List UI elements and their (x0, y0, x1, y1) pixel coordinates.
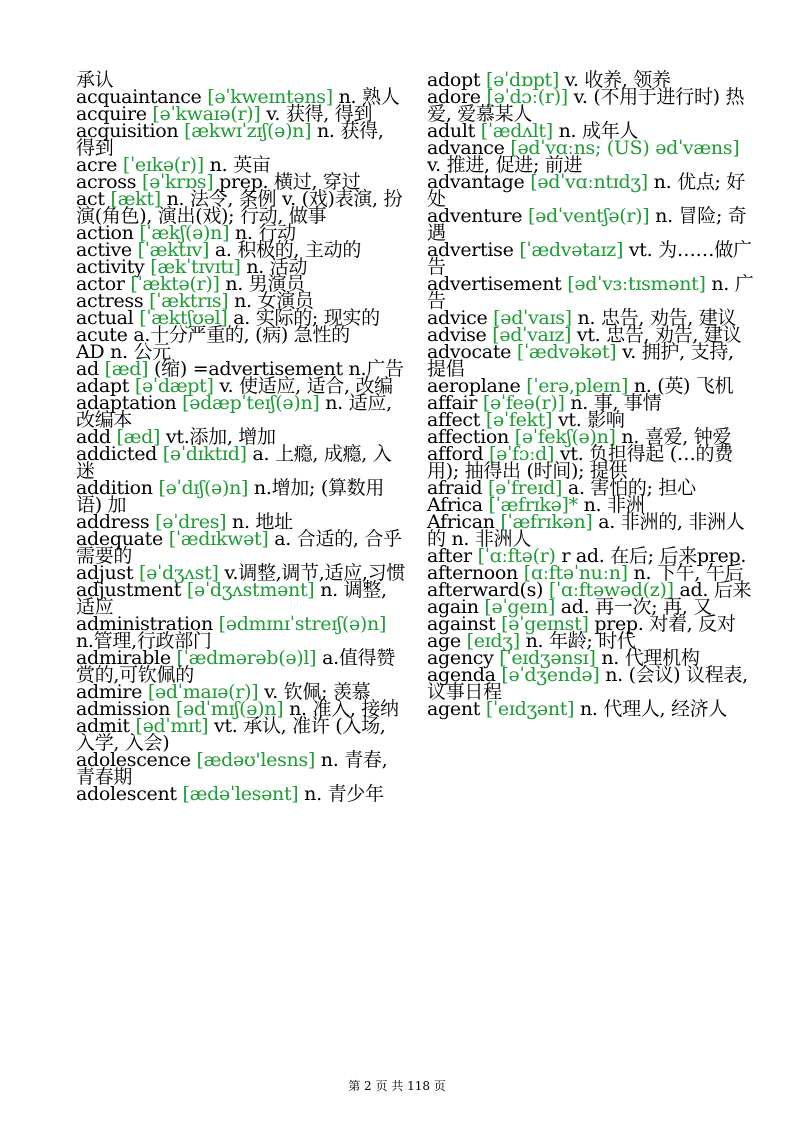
entry-word: advertisement (427, 273, 562, 295)
entry-definition: a. 实际的; 现实的 (233, 307, 380, 329)
dictionary-entry (427, 205, 757, 244)
entry-word: acre (76, 154, 118, 176)
entry-word: admit (76, 715, 130, 737)
dictionary-entry (76, 647, 406, 686)
dictionary-entry (427, 137, 757, 176)
entry-phonetic: [əˈkwaɪə(r)] (152, 103, 261, 125)
entry-definition: v. (不用于进行时) 热爱, 爱慕某人 (427, 86, 745, 125)
entry-word: acute (76, 324, 128, 346)
entry-definition: prep. 对着, 反对 (594, 613, 736, 635)
entry-word: adaptation (76, 392, 177, 414)
entry-phonetic: [əˈgeɪn] (484, 596, 556, 618)
entry-phonetic: [əˈfɔːd] (489, 443, 555, 465)
entry-definition: n. 准入, 接纳 (289, 698, 399, 720)
entry-word: African (427, 511, 495, 533)
entry-phonetic: [eɪdʒ] (466, 630, 520, 652)
entry-definition: n. 男演员 (225, 273, 305, 295)
entry-word: after (427, 545, 472, 567)
entry-phonetic: [əˈdʒʌstmənt] (186, 579, 315, 601)
entry-phonetic: [ədmɪnɪˈstreɪʃ(ə)n] (218, 613, 387, 635)
entry-phonetic: [ədˈmɪt] (135, 715, 209, 737)
entry-definition: n. 优点; 好处 (427, 171, 746, 210)
entry-word: adjust (76, 562, 134, 584)
entry-word: advice (427, 307, 488, 329)
entry-word: afternoon (427, 562, 518, 584)
entry-phonetic: [ədˈvɑːntɪdʒ] (530, 171, 648, 193)
entry-definition: n. 喜爱, 钟爱 (621, 426, 732, 448)
entry-definition: n. 公元 (110, 341, 171, 363)
entry-definition: n. (会议) 议程表, 议事日程 (427, 664, 748, 703)
entry-phonetic: [ˈɑːftə(r) (477, 545, 556, 567)
entry-phonetic: [ˈæfrɪkə]* (488, 494, 578, 516)
dictionary-entry (427, 698, 757, 720)
entry-definition: n. 获得, 得到 (76, 120, 384, 159)
entry-definition: vt. 为……做广告 (427, 239, 752, 278)
entry-definition: n.增加; (算数用语) 加 (76, 477, 385, 516)
entry-definition: n. 适应, 改编本 (76, 392, 392, 431)
entry-word: again (427, 596, 479, 618)
entry-phonetic: [əˈfeə(r)] (482, 392, 565, 414)
entry-definition: n. 地址 (232, 511, 293, 533)
entry-definition: a. 合适的, 合乎需要的 (76, 528, 402, 567)
entry-definition: vt. 影响 (557, 409, 625, 431)
entry-phonetic: [ˈɑːftəwəd(z)] (548, 579, 674, 601)
entry-word: adopt (427, 69, 481, 91)
entry-word: addicted (76, 443, 158, 465)
entry-definition: n. 下午, 午后 (633, 562, 744, 584)
entry-word: adore (427, 86, 481, 108)
dictionary-entry (427, 443, 757, 482)
entry-definition: n. 代理机构 (601, 647, 700, 669)
entry-word: admirable (76, 647, 171, 669)
dictionary-entry (427, 239, 757, 278)
entry-definition: n.管理,行政部门 (76, 630, 212, 652)
entry-word: affect (427, 409, 481, 431)
entry-phonetic: [əˈfekt] (485, 409, 553, 431)
entry-word: acquaintance (76, 86, 202, 108)
entry-phonetic: [æd] (116, 426, 161, 448)
entry-definition: n. (英) 飞机 (633, 375, 734, 397)
dictionary-entry (76, 392, 406, 431)
entry-word: affection (427, 426, 509, 448)
entry-definition: n. 青春, 青春期 (76, 749, 388, 788)
entry-definition: n. 成年人 (558, 120, 639, 142)
entry-phonetic: [əˈdɪʃ(ə)n] (158, 477, 249, 499)
page-footer: 第 2 页 共 118 页 (348, 1079, 446, 1093)
entry-phonetic: [əˈdʒendə] (501, 664, 600, 686)
entry-word: adolescence (76, 749, 191, 771)
entry-word: agenda (427, 664, 496, 686)
entry-phonetic: [ækwɪˈzɪʃ(ə)n] (184, 120, 312, 142)
entry-word: agency (427, 647, 494, 669)
entry-definition: (缩) =advertisement n.广告 (154, 358, 404, 380)
dictionary-entry (76, 783, 406, 805)
entry-phonetic: [ˈæktə(r)] (130, 273, 220, 295)
entry-word: across (76, 171, 137, 193)
entry-word: act (76, 188, 105, 210)
entry-definition: v. 拥护, 支持, 提倡 (427, 341, 734, 380)
entry-phonetic: [ˈerə,pleɪn] (526, 375, 629, 397)
entry-definition: n. 青少年 (304, 783, 384, 805)
entry-definition: vt. 忠告, 劝告, 建议 (576, 324, 742, 346)
entry-phonetic: [ˈædɪkwət] (168, 528, 269, 550)
entry-phonetic: [ˈædvətaɪz] (519, 239, 624, 261)
entry-phonetic: [əˈdɪktɪd] (162, 443, 247, 465)
entry-definition: n. 活动 (246, 256, 308, 278)
entry-word: adolescent (76, 783, 177, 805)
entry-phonetic: [ədˈvaɪs] (493, 307, 572, 329)
entry-phonetic: [ədˈvɑːns; (US) ədˈvæns] (510, 137, 740, 159)
entry-word: afterward(s) (427, 579, 544, 601)
entry-definition: n. 非洲 (583, 494, 645, 516)
entry-word: advise (427, 324, 487, 346)
entry-word: agent (427, 698, 481, 720)
entry-phonetic: [ˈæktrɪs] (149, 290, 229, 312)
entry-word: acquisition (76, 120, 179, 142)
dictionary-entry (427, 86, 757, 125)
entry-phonetic: [ˈeɪkə(r)] (122, 154, 204, 176)
entry-phonetic: [ækt] (110, 188, 161, 210)
entry-word: addition (76, 477, 153, 499)
entry-phonetic: [ɑːftəˈnuːn] (523, 562, 628, 584)
entry-phonetic: [əˈdres] (155, 511, 227, 533)
entry-phonetic: [əˈkrɒs] (141, 171, 214, 193)
entry-phonetic: [ˈækʃ(ə)n] (139, 222, 230, 244)
entry-word: advertise (427, 239, 514, 261)
entry-definition: a. 上瘾, 成瘾, 入迷 (76, 443, 392, 482)
entry-phonetic: [ædəʊ'lesns] (196, 749, 316, 771)
entry-phonetic: [əˈfekʃ(ə)n] (514, 426, 616, 448)
entry-word: against (427, 613, 496, 635)
entry-definition: vt. 承认, 准许 (入场, 入学, 入会) (76, 715, 386, 754)
entry-definition: n. 法令, 条例 v. (戏)表演, 扮演(角色), 演出(戏); 行动, 做事 (76, 188, 403, 227)
dictionary-entry (76, 120, 406, 159)
entry-definition: ad. 后来 (679, 579, 752, 601)
dictionary-entry (76, 749, 406, 788)
entry-phonetic: [ədˈvɜːtɪsmənt] (567, 273, 706, 295)
entry-phonetic: [ˈædvəkət] (516, 341, 617, 363)
entry-phonetic: [əˈfreɪd] (487, 477, 563, 499)
entry-word: active (76, 239, 132, 261)
entry-word: afford (427, 443, 484, 465)
entry-word: activity (76, 256, 145, 278)
entry-word: advance (427, 137, 505, 159)
dictionary-entry (76, 579, 406, 618)
entry-definition: n. 代理人, 经济人 (579, 698, 728, 720)
entry-word: adventure (427, 205, 523, 227)
entry-word: adjustment (76, 579, 182, 601)
entry-word: affair (427, 392, 478, 414)
entry-definition: n. 调整, 适应 (76, 579, 387, 618)
dictionary-entry (427, 664, 757, 703)
entry-definition: a.值得赞赏的,可钦佩的 (76, 647, 395, 686)
entry-definition: n. 广告 (427, 273, 754, 312)
entry-word: advantage (427, 171, 525, 193)
entry-definition: n. 忠告, 劝告, 建议 (577, 307, 737, 329)
entry-word: actor (76, 273, 125, 295)
entry-phonetic: [ˈæktʃʊəl] (139, 307, 228, 329)
entry-definition: v. 钦佩; 羡慕 (264, 681, 371, 703)
entry-phonetic: [əˈdɔː(r)] (486, 86, 568, 108)
entry-word: aeroplane (427, 375, 521, 397)
entry-word: Africa (427, 494, 483, 516)
dictionary-entry (76, 443, 406, 482)
entry-definition: n. 女演员 (234, 290, 314, 312)
entry-definition: n. 熟人 (338, 86, 400, 108)
dictionary-entry (76, 715, 406, 754)
dictionary-entry (427, 171, 757, 210)
entry-definition: v. 收养, 领养 (564, 69, 671, 91)
entry-phonetic: [æd] (104, 358, 149, 380)
entry-word: ad (76, 358, 99, 380)
right-column (427, 69, 757, 720)
entry-phonetic: [ˈædʌlt] (480, 120, 553, 142)
entry-word: actress (76, 290, 144, 312)
entry-definition: v. 使适应, 适合, 改编 (219, 375, 393, 397)
entry-word: admire (76, 681, 143, 703)
entry-word: administration (76, 613, 213, 635)
entry-word: age (427, 630, 461, 652)
entry-definition: prep. 横过, 穿过 (219, 171, 361, 193)
entry-word: address (76, 511, 150, 533)
entry-phonetic: [ˈeɪdʒənt] (485, 698, 575, 720)
entry-word: afraid (427, 477, 483, 499)
entry-word: 承认 (76, 69, 114, 91)
entry-phonetic: [ækˈtɪvɪtɪ] (150, 256, 241, 278)
entry-phonetic: [ˈæfrɪkən] (500, 511, 593, 533)
entry-definition: r ad. 在后; 后来prep. (561, 545, 747, 567)
entry-phonetic: [əˈgeɪnst] (501, 613, 589, 635)
entry-phonetic: [ədˈventʃə(r)] (527, 205, 650, 227)
dictionary-entry (76, 613, 406, 652)
entry-definition: ad. 再一次; 再, 又 (560, 596, 712, 618)
entry-phonetic: [ˈeɪdʒənsɪ] (499, 647, 596, 669)
dictionary-entry (76, 188, 406, 227)
entry-word: actual (76, 307, 134, 329)
entry-phonetic: [ədˈvaɪz] (492, 324, 572, 346)
entry-word: admission (76, 698, 171, 720)
entry-phonetic: [ədæpˈteɪʃ(ə)n] (182, 392, 320, 414)
entry-word: AD (76, 341, 105, 363)
entry-definition: v.调整,调节,适应,习惯 (224, 562, 406, 584)
entry-word: action (76, 222, 134, 244)
dictionary-entry (76, 528, 406, 567)
entry-definition: a. 积极的, 主动的 (214, 239, 362, 261)
entry-word: add (76, 426, 111, 448)
entry-definition: vt.添加, 增加 (165, 426, 276, 448)
dictionary-entry (427, 511, 757, 550)
dictionary-entry (427, 341, 757, 380)
entry-word: adequate (76, 528, 163, 550)
entry-phonetic: [ədˈmɪʃ(ə)n] (175, 698, 284, 720)
entry-phonetic: [ˈædmərəb(ə)l] (176, 647, 317, 669)
entry-definition: v. 获得, 得到 (266, 103, 373, 125)
entry-phonetic: [əˈkweɪntəns] (207, 86, 333, 108)
left-column (76, 69, 406, 805)
entry-definition: n. 英亩 (209, 154, 271, 176)
entry-phonetic: [əˈdæpt] (134, 375, 214, 397)
entry-definition: v. 推进, 促进; 前进 (427, 154, 583, 176)
entry-definition: a.十分严重的, (病) 急性的 (133, 324, 350, 346)
entry-definition: vt. 负担得起 (…的费用); 抽得出 (时间); 提供 (427, 443, 733, 482)
entry-definition: n. 事, 事情 (570, 392, 662, 414)
entry-definition: n. 行动 (234, 222, 296, 244)
entry-phonetic: [əˈdʒʌst] (138, 562, 219, 584)
dictionary-entry (427, 273, 757, 312)
entry-word: adapt (76, 375, 130, 397)
entry-phonetic: [əˈdɒpt] (485, 69, 559, 91)
entry-phonetic: [ədˈmaɪə(r)] (147, 681, 259, 703)
entry-definition: n. 冒险; 奇遇 (427, 205, 747, 244)
entry-phonetic: [ˈæktɪv] (137, 239, 210, 261)
entry-word: adult (427, 120, 475, 142)
dictionary-entry (76, 477, 406, 516)
entry-definition: n. 年龄; 时代 (525, 630, 636, 652)
entry-word: advocate (427, 341, 512, 363)
entry-phonetic: [ædəˈlesənt] (182, 783, 299, 805)
entry-word: acquire (76, 103, 147, 125)
entry-definition: a. 非洲的, 非洲人的 n. 非洲人 (427, 511, 745, 550)
entry-definition: a. 害怕的; 担心 (567, 477, 696, 499)
